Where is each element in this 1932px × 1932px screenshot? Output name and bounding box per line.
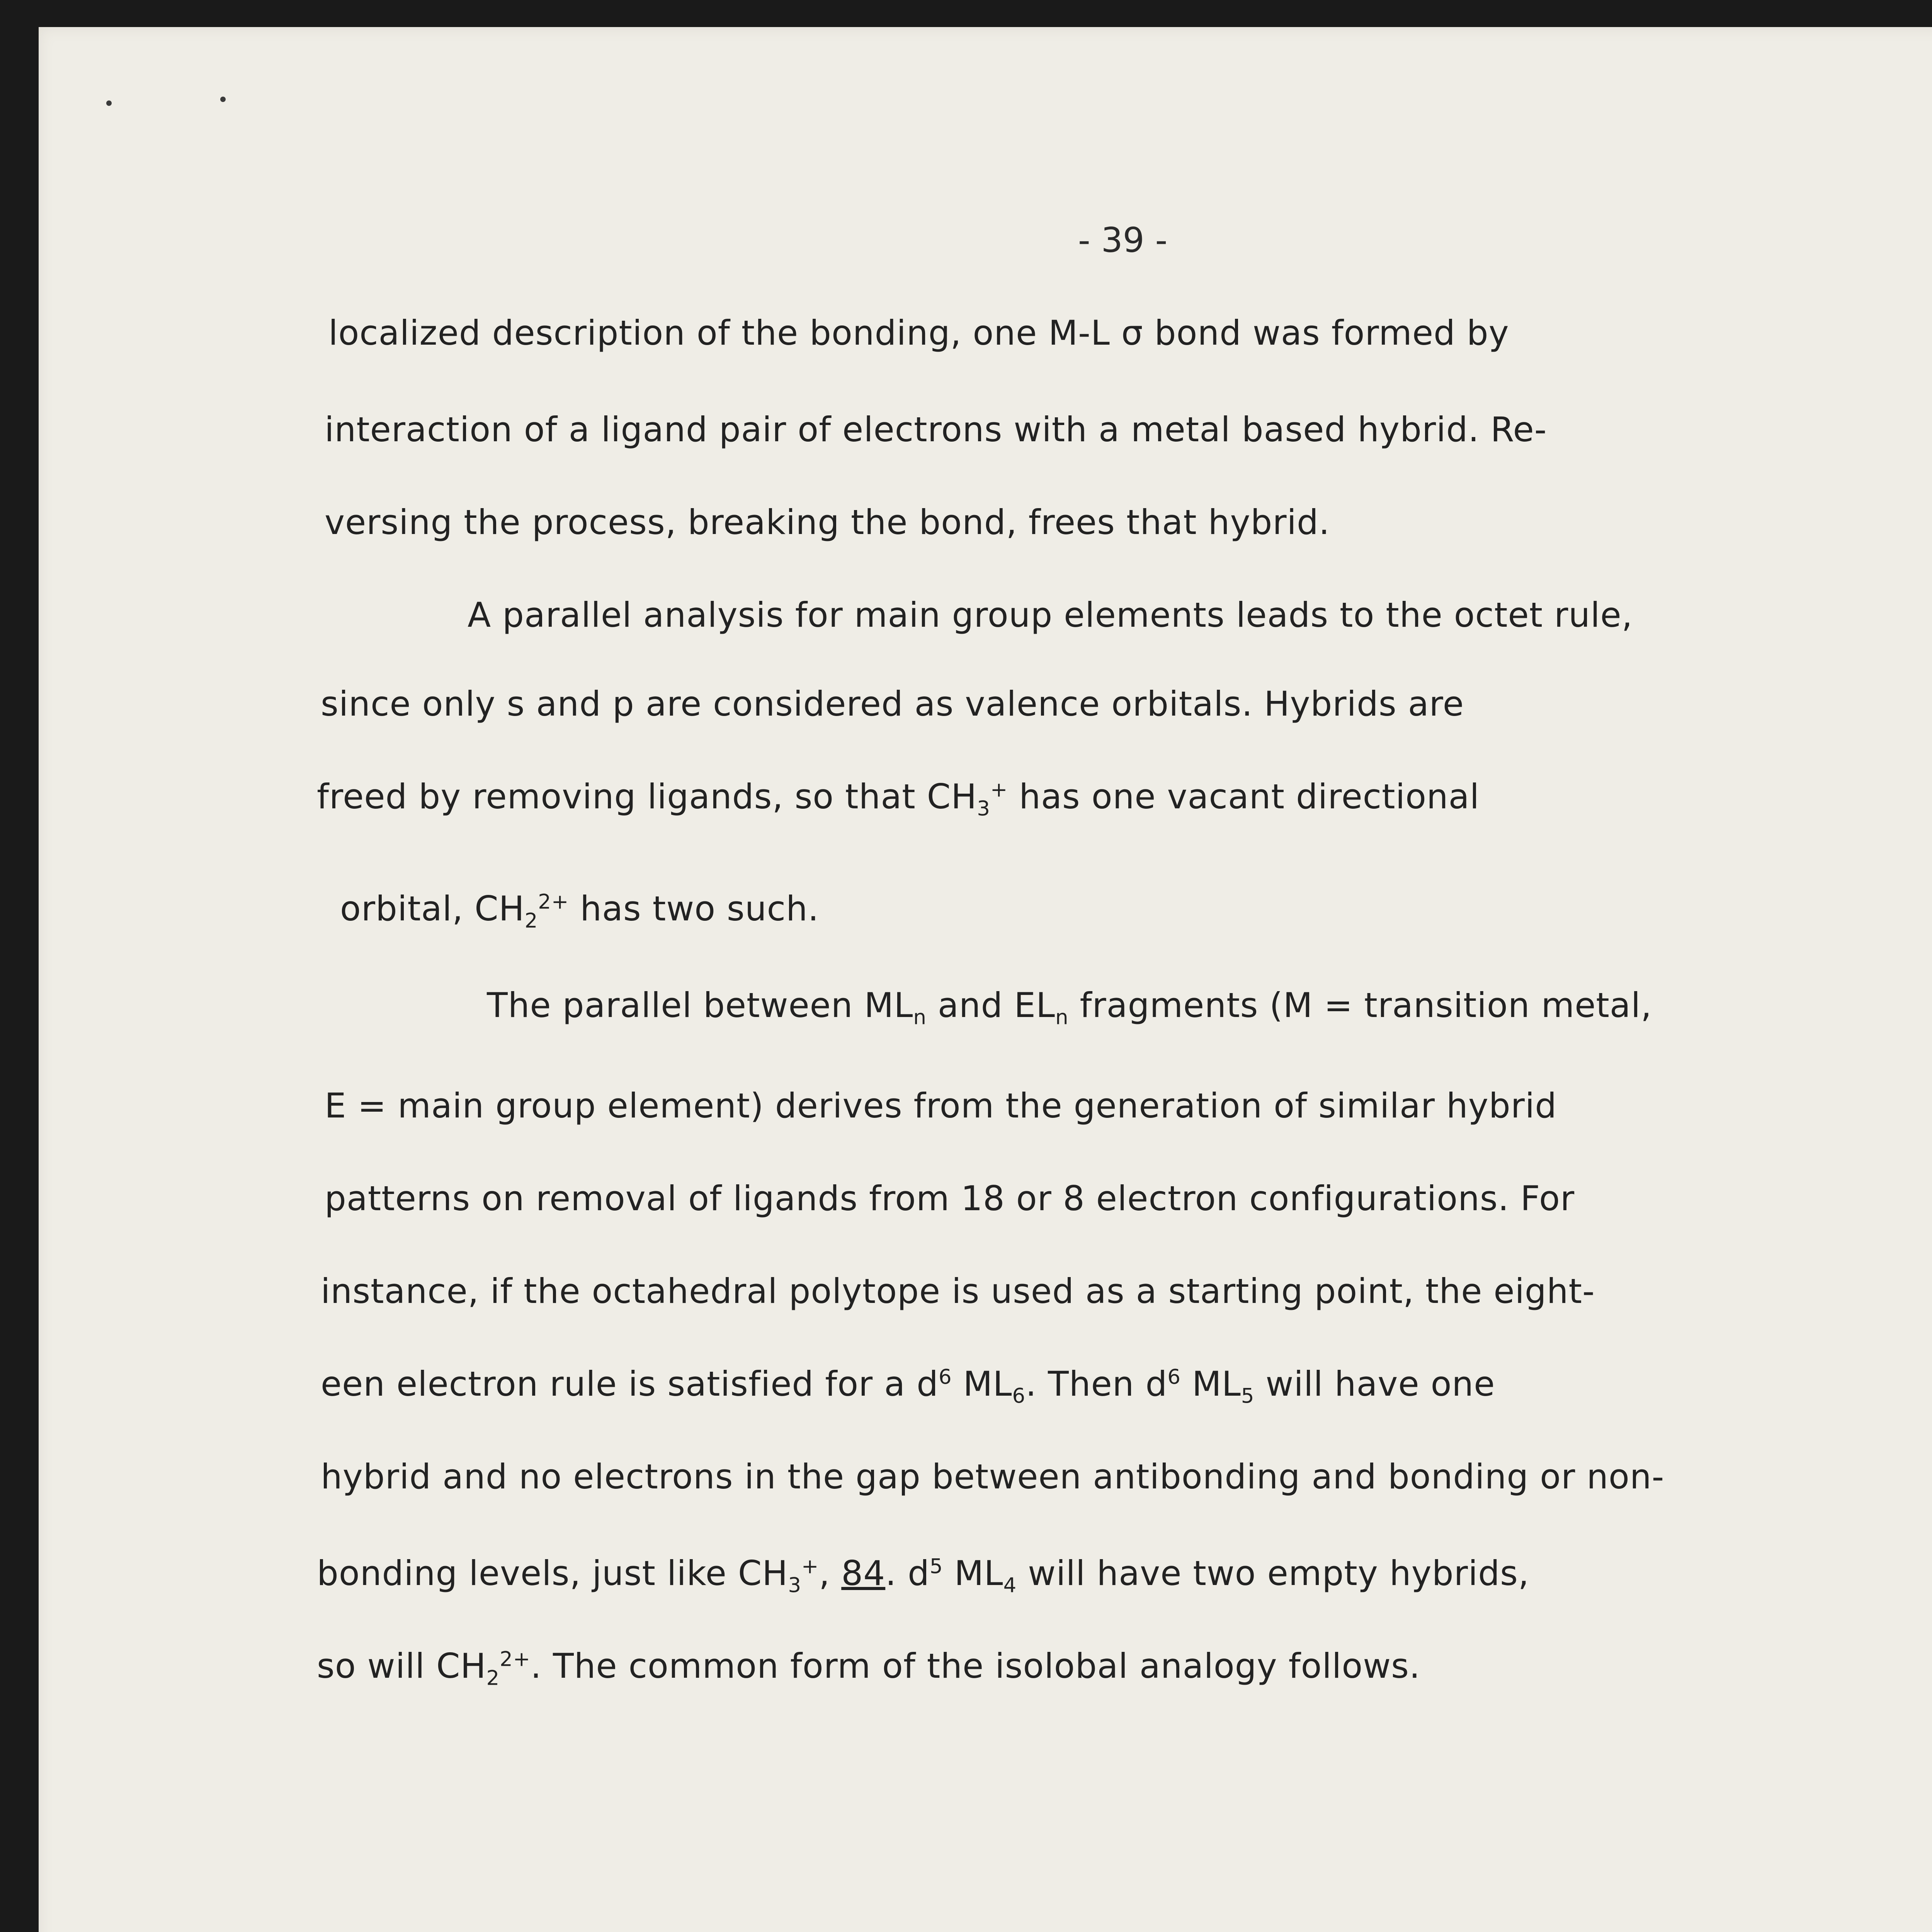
- superscript: +: [801, 1554, 819, 1578]
- subscript: 5: [1241, 1384, 1255, 1408]
- text-segment: will have one: [1254, 1364, 1495, 1404]
- superscript: 6: [1167, 1365, 1181, 1389]
- text-segment: The parallel between ML: [487, 985, 913, 1025]
- subscript: 3: [977, 797, 990, 821]
- subscript: 2: [524, 909, 538, 933]
- superscript: 2+: [500, 1647, 531, 1671]
- superscript: 5: [930, 1554, 943, 1578]
- subscript: 4: [1003, 1573, 1017, 1597]
- text-line: E = main group element) derives from the generation of similar hybrid: [325, 1086, 1557, 1126]
- text-line: [317, 777, 1480, 821]
- reference-number: 84: [841, 1553, 886, 1593]
- text-segment: orbital, CH: [340, 889, 525, 929]
- superscript: 6: [938, 1365, 952, 1389]
- ink-speck: [220, 97, 226, 102]
- text-segment: fragments (M = transition metal,: [1068, 985, 1652, 1025]
- text-line: A parallel analysis for main group elements leads to the octet rule,: [468, 595, 1633, 635]
- subscript: n: [1055, 1005, 1069, 1029]
- superscript: 2+: [538, 890, 569, 914]
- text-line: instance, if the octahedral polytope is used as a starting point, the eight-: [321, 1271, 1595, 1311]
- text-line: [321, 1364, 1495, 1408]
- subscript: 3: [788, 1573, 802, 1597]
- text-line: patterns on removal of ligands from 18 or 8 electron configurations. For: [325, 1179, 1575, 1218]
- subscript: n: [913, 1005, 927, 1029]
- text-segment: has one vacant directional: [1008, 777, 1480, 816]
- text-line: since only s and p are considered as valence orbitals. Hybrids are: [321, 684, 1464, 724]
- text-segment: freed by removing ligands, so that CH: [317, 777, 977, 816]
- text-line: [317, 1646, 1420, 1690]
- superscript: +: [990, 778, 1008, 802]
- text-line: [340, 889, 819, 933]
- document-page: [39, 27, 1932, 1932]
- text-segment: ML: [943, 1553, 1003, 1593]
- text-line: interaction of a ligand pair of electrons with a metal based hybrid. Re-: [325, 410, 1547, 449]
- text-line: versing the process, breaking the bond, frees that hybrid.: [325, 502, 1330, 542]
- text-segment: ,: [819, 1553, 842, 1593]
- subscript: 6: [1012, 1384, 1026, 1408]
- text-line: [487, 985, 1652, 1029]
- text-segment: bonding levels, just like CH: [317, 1553, 788, 1593]
- text-line: hybrid and no electrons in the gap between antibonding and bonding or non-: [321, 1457, 1665, 1497]
- text-segment: . d: [885, 1553, 930, 1593]
- text-segment: ML: [1180, 1364, 1241, 1404]
- text-segment: will have two empty hybrids,: [1017, 1553, 1529, 1593]
- text-line: localized description of the bonding, one M-L σ bond was formed by: [328, 313, 1509, 353]
- text-segment: so will CH: [317, 1646, 486, 1686]
- text-segment: . Then d: [1026, 1364, 1168, 1404]
- text-segment: ML: [952, 1364, 1012, 1404]
- text-segment: has two such.: [569, 889, 819, 929]
- text-segment: and EL: [926, 985, 1056, 1025]
- text-line: [317, 1553, 1529, 1597]
- text-segment: een electron rule is satisfied for a d: [321, 1364, 939, 1404]
- page-number: - 39 -: [1078, 220, 1168, 260]
- text-segment: . The common form of the isolobal analogy follows.: [531, 1646, 1420, 1686]
- subscript: 2: [486, 1666, 500, 1690]
- ink-speck: [106, 100, 112, 106]
